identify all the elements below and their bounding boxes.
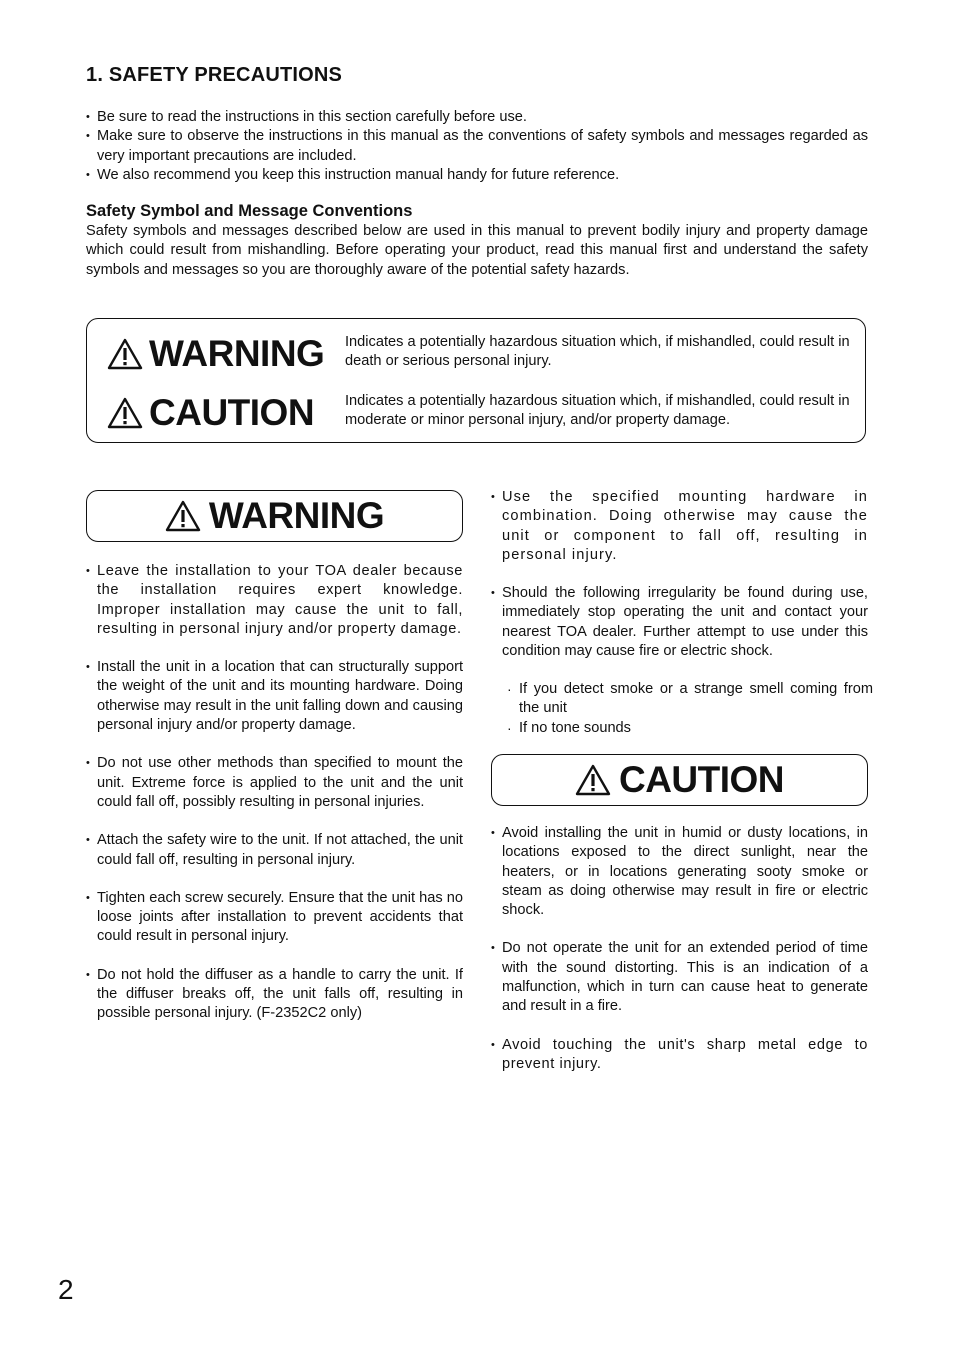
intro-bullet: • Be sure to read the instructions in this section carefully before use. <box>86 108 868 127</box>
intro-bullet: • We also recommend you keep this instruction manual handy for future reference. <box>86 166 868 185</box>
warning-item: • Install the unit in a location that can structurally support the weight of the unit and its mounting hardware. Doing otherwise may result in the unit falling down and causing personal injury and/or property damage. <box>86 658 463 735</box>
caution-item: • Avoid installing the unit in humid or dusty locations, in locations exposed to the direct sunlight, near the heaters, or in locations generating sooty smoke or steam as doing otherwise may result in fire or electric shock. <box>491 824 868 920</box>
warning-item: • Do not hold the diffuser as a handle to carry the unit. If the diffuser breaks off, the unit falls off, resulting in possible personal injury. (F-2352C2 only) <box>86 966 463 1024</box>
warning-item: • Do not use other methods than specified to mount the unit. Extreme force is applied to the unit and the unit could fall off, possibly resulting in personal injuries. <box>86 754 463 812</box>
legend-warning-label <box>107 333 324 375</box>
warning-list-left <box>86 562 463 1043</box>
irregularity-item: · If no tone sounds <box>507 719 873 738</box>
caution-item: • Avoid touching the unit's sharp metal edge to prevent injury. <box>491 1036 868 1075</box>
legend-caution-desc: Indicates a potentially hazardous situation which, if mishandled, could result in moderate or minor personal injury, and/or property damage. <box>345 393 850 429</box>
warning-banner-title: WARNING <box>208 495 385 536</box>
warning-triangle-icon <box>107 397 143 429</box>
warning-item: • Use the specified mounting hardware in combination. Doing otherwise may cause the unit or component to fall off, resulting in personal injury. <box>491 488 868 565</box>
conventions-text: Safety symbols and messages described below are used in this manual to prevent bodily injury and property damage which could result from mishandling. Before operating your product, read this manual first and understand the safety symbols and messages so you are thoroughly aware of the potential safety hazards. <box>86 223 868 278</box>
intro-list <box>86 108 868 185</box>
caution-banner <box>491 754 868 806</box>
irregularity-item: · If you detect smoke or a strange smell coming from the unit <box>507 680 873 719</box>
irregularity-list <box>491 680 873 738</box>
symbol-legend-box <box>86 318 866 443</box>
warning-item: • Should the following irregularity be found during use, immediately stop operating the unit and contact your nearest TOA dealer. Further attempt to use under this condition may cause fire or electric shock. <box>491 584 868 661</box>
legend-warning-text: WARNING <box>149 333 325 374</box>
warning-item: • Tighten each screw securely. Ensure that the unit has no loose joints after installation to prevent accidents that could result in personal injury. <box>86 889 463 947</box>
warning-list-right <box>491 488 868 680</box>
warning-triangle-icon <box>575 764 611 796</box>
legend-caution-text: CAUTION <box>149 392 315 433</box>
legend-warning-desc: Indicates a potentially hazardous situation which, if mishandled, could result in death or serious personal injury. <box>345 334 850 370</box>
caution-item: • Do not operate the unit for an extended period of time with the sound distorting. This is an indication of a malfunction, which in turn can cause heat to generate and result in a fire. <box>491 939 868 1016</box>
caution-list <box>491 824 868 1093</box>
warning-triangle-icon <box>165 500 201 532</box>
section-title: 1. SAFETY PRECAUTIONS <box>86 64 343 86</box>
legend-caution-label <box>107 392 314 434</box>
warning-item: • Attach the safety wire to the unit. If not attached, the unit could fall off, resulting in personal injury. <box>86 831 463 870</box>
page-number: 2 <box>58 1274 74 1305</box>
warning-item: • Leave the installation to your TOA dealer because the installation requires expert knowledge. Improper installation may cause the unit to fall, resulting in personal injury and/or property damage. <box>86 562 463 639</box>
warning-triangle-icon <box>107 338 143 370</box>
conventions-title: Safety Symbol and Message Conventions <box>86 202 413 220</box>
warning-banner <box>86 490 463 542</box>
intro-bullet: • Make sure to observe the instructions in this manual as the conventions of safety symbols and messages regarded as very important precautions are included. <box>86 127 868 166</box>
caution-banner-title: CAUTION <box>618 759 785 800</box>
